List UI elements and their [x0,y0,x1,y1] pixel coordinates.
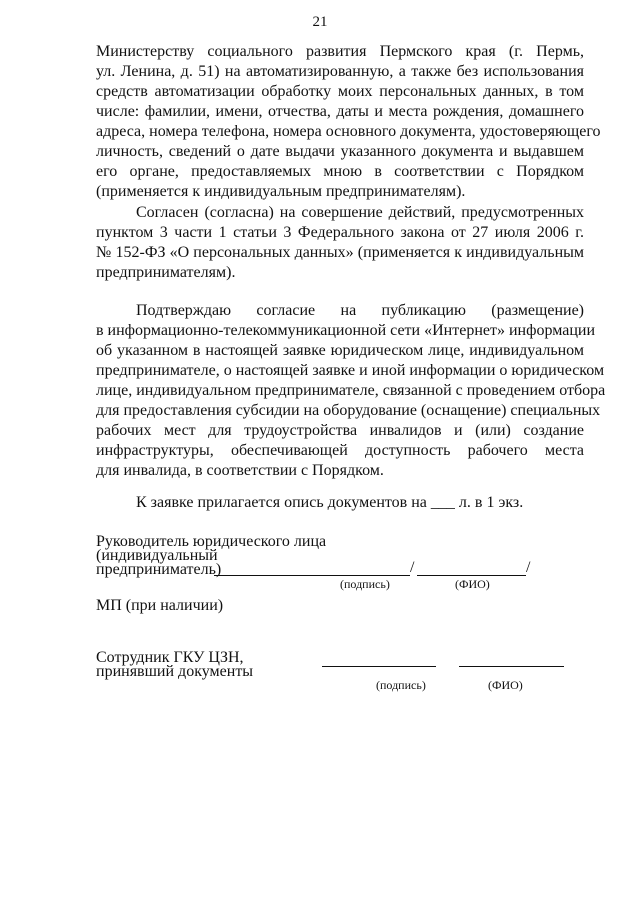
attachment-copies: л. в 1 экз. [458,494,524,511]
text-line: № 152-ФЗ «О персональных данных» (применяется к индивидуальным [96,244,584,261]
text-line: Министерству социального развития Пермского края (г. Пермь, [96,43,584,60]
attachment-line [136,494,523,512]
head-name-line [417,575,526,576]
head-label-line3: предприниматель) [96,561,222,578]
text-line: его органе, предоставляемых мною в соответствии с Порядком [96,163,584,180]
text-line: Подтверждаю согласие на публикацию (размещение) [136,302,584,319]
attachment-text: К заявке прилагается опись документов на [136,494,427,511]
text-line: для предоставления субсидии на оборудование (оснащение) специальных [96,402,601,419]
text-line: средств автоматизации обработку моих персональных данных, в том [96,83,584,100]
head-label-line2: (индивидуальный [96,547,218,564]
head-signature-line [214,575,410,576]
text-line: числе: фамилии, имени, отчества, даты и места рождения, домашнего [96,103,584,120]
text-line: об указанном в настоящей заявке юридическом лице, индивидуальном [96,342,584,359]
text-line: рабочих мест для трудоустройства инвалидов и (или) создание [96,422,584,439]
text-line: ул. Ленина, д. 51) на автоматизированную, а также без использования [96,63,584,80]
text-line: пунктом 3 части 1 статьи 3 Федерального закона от 27 июля 2006 г. [96,224,584,241]
consent-paragraph-personal-data [96,42,601,202]
text-line: (применяется к индивидуальным предпринимателям). [96,183,466,200]
text-line: лице, индивидуальном предпринимателе, связанной с проведением отбора [96,382,606,399]
text-line: Согласен (согласна) на совершение действий, предусмотренных [136,204,584,221]
text-line: предпринимателям). [96,264,236,281]
text-line: инфраструктуры, обеспечивающей доступность рабочего места [96,442,584,459]
slash: / [526,559,531,576]
employee-name-line [459,666,564,667]
employee-label-line1: Сотрудник ГКУ ЦЗН, [96,649,244,666]
text-line: предпринимателе, о настоящей заявке и иной информации о юридическом [96,362,605,379]
employee-label-line2: принявший документы [96,663,254,680]
slash: / [410,559,415,576]
text-line: адреса, номера телефона, номера основного документа, удостоверяющего [96,123,601,140]
name-caption: (ФИО) [455,577,490,591]
page-number: 21 [312,14,328,30]
consent-paragraph-actions [96,203,584,283]
sheet-count-blank: ___ [430,494,455,511]
stamp-label: МП (при наличии) [96,597,224,614]
text-line: в информационно-телекоммуникационной сети «Интернет» информации [96,322,596,339]
text-line: для инвалида, в соответствии с Порядком. [96,462,384,479]
employee-signature-line [322,666,436,667]
signature-caption: (подпись) [340,577,390,591]
consent-paragraph-publication [96,301,606,481]
name-caption: (ФИО) [488,678,523,692]
text-line: личность, сведений о дате выдачи указанного документа и выдавшем [96,143,584,160]
head-label-line1: Руководитель юридического лица [96,533,327,550]
signature-caption: (подпись) [376,678,426,692]
